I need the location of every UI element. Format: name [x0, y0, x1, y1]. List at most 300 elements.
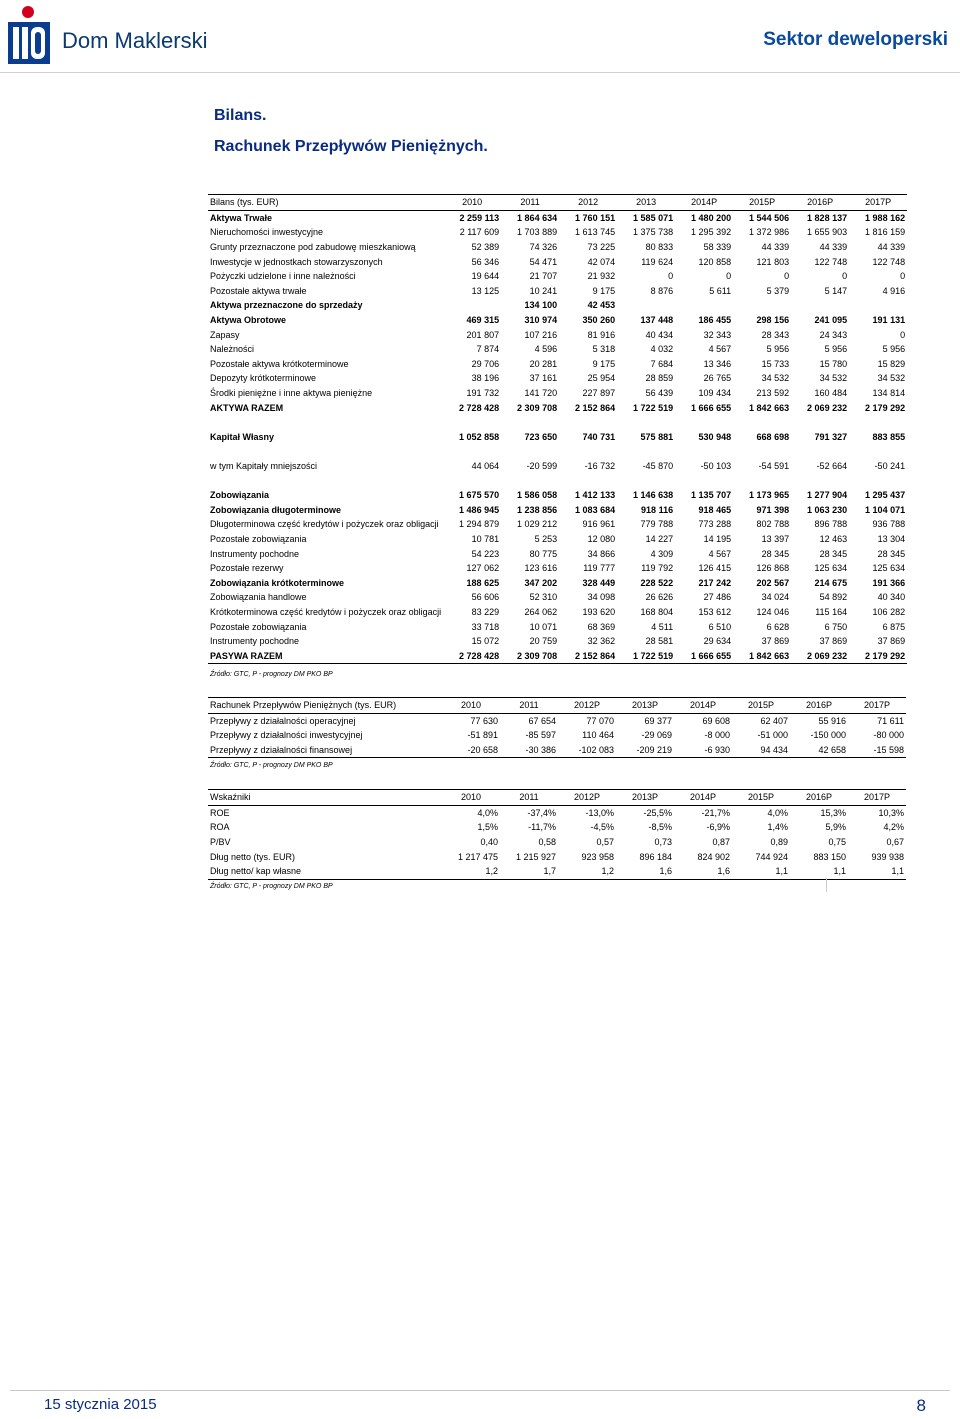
- cell-value: 62 407: [760, 715, 788, 726]
- cell-value: 1 722 519: [633, 402, 674, 413]
- cell-value: 24 343: [819, 329, 848, 340]
- cell-value: 26 626: [645, 592, 674, 603]
- cell-value: 1 655 903: [807, 227, 848, 238]
- cell-value: -50 103: [700, 460, 732, 471]
- cell-value: -29 069: [641, 730, 672, 741]
- table-row: [208, 284, 907, 299]
- row-label: ROA: [210, 822, 230, 833]
- row-label: Zobowiązania: [210, 490, 270, 501]
- cell-value: 191 366: [872, 577, 906, 588]
- header-year: 2010: [443, 195, 501, 211]
- cell-value: -51 000: [757, 730, 788, 741]
- cell-value: 1 277 904: [807, 490, 848, 501]
- cell-value: 1,1: [848, 864, 906, 879]
- cell-value: 28 859: [645, 373, 674, 384]
- cell-value: 81 916: [587, 329, 616, 340]
- cell-value: 15 780: [819, 358, 848, 369]
- cell-value: 5 956: [766, 344, 790, 355]
- cell-value: 1 052 858: [459, 431, 500, 442]
- cashflow-table: [208, 697, 906, 758]
- cell-value: 37 161: [529, 373, 558, 384]
- cell-value: 122 748: [872, 256, 906, 267]
- cell-value: 4 567: [708, 548, 732, 559]
- cell-value: 134 814: [872, 388, 906, 399]
- header-year: 2011: [500, 790, 558, 806]
- cell-value: 2 179 292: [849, 648, 907, 663]
- table-row: [208, 864, 906, 879]
- cell-value: 1 544 506: [749, 212, 790, 223]
- cell-value: 32 362: [587, 636, 616, 647]
- cell-value: 15 072: [471, 636, 500, 647]
- cell-value: 28 581: [645, 636, 674, 647]
- cell-value: 1 586 058: [517, 490, 558, 501]
- brand-name: Dom Maklerski: [62, 28, 208, 53]
- cell-value: 12 463: [819, 533, 848, 544]
- table-row: [208, 269, 907, 284]
- cell-value: -20 599: [526, 460, 558, 471]
- cell-value: 28 345: [877, 548, 906, 559]
- cell-value: -13,0%: [585, 807, 614, 818]
- cell-value: -150 000: [810, 730, 846, 741]
- cell-value: 2 728 428: [443, 648, 501, 663]
- header-year: 2014P: [674, 698, 732, 714]
- cell-value: 40 434: [645, 329, 674, 340]
- cell-value: 13 304: [877, 533, 906, 544]
- cell-value: -209 219: [616, 743, 674, 758]
- cell-value: 15,3%: [820, 807, 846, 818]
- cell-value: 0: [900, 271, 906, 282]
- row-label: Aktywa Trwałe: [210, 212, 273, 223]
- cell-value: 123 616: [524, 563, 558, 574]
- cell-value: 14 227: [645, 533, 674, 544]
- cell-value: 1,4%: [767, 822, 788, 833]
- cell-value: 1,5%: [477, 822, 498, 833]
- row-label: Zobowiązania krótkoterminowe: [210, 577, 345, 588]
- cell-value: 127 062: [466, 563, 500, 574]
- header-title: Bilans (tys. EUR): [208, 195, 443, 211]
- table-row: [208, 648, 907, 663]
- cell-value: 1 295 437: [865, 490, 906, 501]
- table-row: [208, 590, 907, 605]
- cell-value: -50 241: [874, 460, 906, 471]
- table-row: [208, 575, 907, 590]
- cell-value: 723 650: [524, 431, 558, 442]
- table-row: [208, 342, 907, 357]
- row-label: w tym Kapitały mniejszości: [210, 460, 318, 471]
- cell-value: [443, 298, 501, 313]
- cell-value: 160 484: [814, 388, 848, 399]
- cell-value: 37 869: [819, 636, 848, 647]
- cell-value: 56 439: [645, 388, 674, 399]
- cell-value: 121 803: [756, 256, 790, 267]
- cell-value: 241 095: [814, 315, 848, 326]
- cell-value: 0: [900, 329, 906, 340]
- table-row: [208, 327, 907, 342]
- cell-value: 74 326: [529, 242, 558, 253]
- header-year: 2011: [500, 698, 558, 714]
- cell-value: 54 471: [529, 256, 558, 267]
- row-label: Nieruchomości inwestycyjne: [210, 227, 324, 238]
- cell-value: 94 434: [732, 743, 790, 758]
- cell-value: 80 775: [529, 548, 558, 559]
- cell-value: 744 924: [755, 851, 788, 862]
- cell-value: 119 777: [583, 563, 616, 574]
- table-row: [208, 459, 907, 474]
- cell-value: -52 664: [816, 460, 848, 471]
- cell-value: 896 184: [639, 851, 672, 862]
- cell-value: 1,6: [674, 864, 732, 879]
- cell-value: 1 585 071: [633, 212, 674, 223]
- table-header-row: [208, 790, 906, 806]
- cell-value: 1 372 986: [749, 227, 790, 238]
- table-row: [208, 430, 907, 445]
- cell-value: 4 916: [882, 285, 906, 296]
- cell-value: 1 486 945: [459, 504, 500, 515]
- cell-value: 44 339: [877, 242, 906, 253]
- cell-value: 125 634: [814, 563, 848, 574]
- table-row: [208, 546, 907, 561]
- cell-value: 2 069 232: [807, 402, 848, 413]
- row-label: ROE: [210, 807, 230, 818]
- cell-value: 120 858: [698, 256, 732, 267]
- table-row: [208, 210, 907, 225]
- row-label: Przepływy z działalności inwestycyjnej: [210, 730, 363, 741]
- cell-value: 15 733: [761, 358, 790, 369]
- cell-value: 68 369: [587, 621, 616, 632]
- cell-value: 126 415: [698, 563, 732, 574]
- table-row: [208, 254, 907, 269]
- cell-value: 10 071: [529, 621, 558, 632]
- row-label: Pozostałe aktywa trwałe: [210, 285, 307, 296]
- cell-value: 44 064: [471, 460, 500, 471]
- header-year: 2016P: [790, 790, 848, 806]
- cell-value: 109 434: [698, 388, 732, 399]
- cell-value: 56 346: [471, 256, 500, 267]
- cell-value: 71 611: [877, 715, 904, 726]
- cell-value: 0,75: [828, 837, 846, 848]
- table-row: [208, 634, 907, 649]
- cell-value: 2 069 232: [791, 648, 849, 663]
- cell-value: 939 938: [871, 851, 904, 862]
- cell-value: -45 870: [642, 460, 674, 471]
- cell-value: 1 816 159: [865, 227, 906, 238]
- row-label: Długoterminowa część kredytów i pożyczek oraz obligacji: [210, 519, 439, 530]
- cell-value: 52 389: [471, 242, 500, 253]
- table-row: [208, 728, 906, 743]
- cell-value: 13 397: [761, 533, 790, 544]
- cell-value: 1 412 133: [575, 490, 616, 501]
- cell-value: 0,87: [712, 837, 730, 848]
- cell-value: 328 449: [582, 577, 616, 588]
- cell-value: 0: [726, 271, 732, 282]
- cell-value: 0,40: [480, 837, 498, 848]
- balance-source: Źródło: GTC, P - prognozy DM PKO BP: [210, 671, 333, 678]
- cell-value: 9 175: [592, 285, 616, 296]
- header-year: 2013P: [616, 790, 674, 806]
- cell-value: 1 294 879: [459, 519, 500, 530]
- cell-value: 1 666 655: [675, 648, 733, 663]
- cell-value: 298 156: [756, 315, 790, 326]
- cell-value: 0: [842, 271, 848, 282]
- cell-value: 214 675: [814, 577, 848, 588]
- cell-value: -15 598: [848, 743, 906, 758]
- cell-value: 0,89: [770, 837, 788, 848]
- cell-value: 28 345: [761, 548, 790, 559]
- table-row: [208, 386, 907, 401]
- cell-value: 1 083 684: [575, 504, 616, 515]
- cell-value: 4 511: [651, 621, 674, 632]
- table-row: [208, 298, 907, 313]
- cell-value: 896 788: [814, 519, 848, 530]
- cell-value: 58 339: [703, 242, 732, 253]
- cell-value: -21,7%: [701, 807, 730, 818]
- cell-value: 7 684: [650, 358, 674, 369]
- cell-value: [733, 298, 791, 313]
- table-row: [208, 820, 906, 835]
- cell-value: 2 309 708: [501, 648, 559, 663]
- cell-value: 1,1: [732, 864, 790, 879]
- row-label: Instrumenty pochodne: [210, 636, 300, 647]
- cell-value: 110 464: [582, 730, 614, 741]
- cell-value: 0: [784, 271, 790, 282]
- cell-value: 4 596: [534, 344, 558, 355]
- spacer-row: [208, 415, 907, 430]
- cell-value: 54 892: [819, 592, 848, 603]
- footer-divider: [10, 1390, 950, 1391]
- cell-value: 106 282: [872, 606, 906, 617]
- cell-value: 37 869: [761, 636, 790, 647]
- cell-value: 347 202: [524, 577, 558, 588]
- cell-value: 6 750: [824, 621, 848, 632]
- cell-value: 34 866: [587, 548, 616, 559]
- header-year: 2017P: [848, 698, 906, 714]
- cell-value: 5 956: [882, 344, 906, 355]
- cell-value: -11,7%: [528, 822, 556, 833]
- cell-value: [849, 298, 907, 313]
- cell-value: 202 567: [756, 577, 790, 588]
- header-year: 2015P: [732, 790, 790, 806]
- cell-value: 2 259 113: [459, 212, 500, 223]
- cell-value: 802 788: [756, 519, 790, 530]
- table-row: [208, 517, 907, 532]
- cell-value: 15 829: [877, 358, 906, 369]
- header-year: 2014P: [674, 790, 732, 806]
- cell-value: 217 242: [698, 577, 732, 588]
- cell-value: 42 658: [790, 743, 848, 758]
- cell-value: 34 024: [761, 592, 790, 603]
- spacer-row: [208, 473, 907, 488]
- header-year: 2012P: [558, 790, 616, 806]
- row-label: Zobowiązania handlowe: [210, 592, 307, 603]
- cell-value: 918 116: [641, 504, 674, 515]
- cell-value: 916 961: [582, 519, 616, 530]
- cell-value: 119 624: [641, 256, 674, 267]
- cell-value: 191 131: [872, 315, 906, 326]
- table-row: [208, 835, 906, 850]
- sector-title: Sektor deweloperski: [763, 29, 948, 50]
- cell-value: 0,67: [886, 837, 904, 848]
- row-label: Instrumenty pochodne: [210, 548, 300, 559]
- header-year: 2012P: [558, 698, 616, 714]
- cell-value: 971 398: [756, 504, 790, 515]
- table-row: [208, 240, 907, 255]
- cell-value: 4 567: [708, 344, 732, 355]
- cell-value: 5 147: [824, 285, 848, 296]
- cell-value: -102 083: [558, 743, 616, 758]
- cell-value: 350 260: [582, 315, 616, 326]
- row-label: Pożyczki udzielone i inne należności: [210, 271, 356, 282]
- header-year: 2013: [617, 195, 675, 211]
- cell-value: 28 343: [761, 329, 790, 340]
- row-label: PASYWA RAZEM: [208, 648, 443, 663]
- table-row: [208, 713, 906, 728]
- cell-value: 2 309 708: [517, 402, 558, 413]
- cell-value: 54 223: [471, 548, 500, 559]
- cell-value: 1,7: [500, 864, 558, 879]
- cell-value: -85 597: [525, 730, 556, 741]
- cell-value: 34 532: [819, 373, 848, 384]
- row-label: Należności: [210, 344, 255, 355]
- cell-value: 14 195: [703, 533, 732, 544]
- cell-value: -4,5%: [590, 822, 614, 833]
- cell-value: 936 788: [872, 519, 906, 530]
- table-row: [208, 488, 907, 503]
- cell-value: 575 881: [640, 431, 674, 442]
- cell-value: 34 532: [877, 373, 906, 384]
- cell-value: 1 104 071: [865, 504, 906, 515]
- cell-value: 5 956: [824, 344, 848, 355]
- cell-value: 1,2: [442, 864, 500, 879]
- header-year: 2012: [559, 195, 617, 211]
- cell-value: 1 842 663: [733, 648, 791, 663]
- cell-value: 28 345: [819, 548, 848, 559]
- cell-value: 40 340: [877, 592, 906, 603]
- row-label: Pozostałe zobowiązania: [210, 621, 307, 632]
- cell-value: 168 804: [640, 606, 674, 617]
- cell-value: 1 613 745: [575, 227, 616, 238]
- cell-value: 668 698: [756, 431, 790, 442]
- cell-value: 21 932: [587, 271, 616, 282]
- row-label: Krótkoterminowa część kredytów i pożyczek oraz obligacji: [210, 606, 442, 617]
- cell-value: -25,5%: [643, 807, 672, 818]
- cell-value: 69 377: [644, 715, 672, 726]
- header-year: 2010: [442, 698, 500, 714]
- footer-date: 15 stycznia 2015: [44, 1396, 157, 1413]
- cell-value: 6 510: [708, 621, 732, 632]
- cell-value: 227 897: [582, 388, 616, 399]
- cell-value: 1 988 162: [865, 212, 906, 223]
- table-header-row: [208, 195, 907, 211]
- table-row: [208, 225, 907, 240]
- cell-value: [617, 298, 675, 313]
- cell-value: 1 215 927: [515, 851, 556, 862]
- cell-value: 125 634: [872, 563, 906, 574]
- cell-value: 25 954: [587, 373, 616, 384]
- table-row: [208, 605, 907, 620]
- cell-value: -6 930: [674, 743, 732, 758]
- cell-value: 137 448: [640, 315, 674, 326]
- row-label: Zapasy: [210, 329, 240, 340]
- spacer-row: [208, 444, 907, 459]
- cell-value: 77 070: [586, 715, 614, 726]
- cell-value: -8,5%: [648, 822, 672, 833]
- section-title-cashflow: Rachunek Przepływów Pieniężnych.: [214, 138, 488, 155]
- cell-value: 107 216: [524, 329, 558, 340]
- cell-value: 38 196: [471, 373, 500, 384]
- cell-value: 5,9%: [825, 822, 846, 833]
- cell-value: 0,73: [654, 837, 672, 848]
- cell-value: 5 253: [534, 533, 558, 544]
- cell-value: 5 379: [766, 285, 790, 296]
- row-label: Kapitał Własny: [210, 431, 275, 442]
- cell-value: 1,1: [790, 864, 848, 879]
- cell-value: 0,57: [596, 837, 614, 848]
- table-row: [208, 849, 906, 864]
- balance-table: [208, 194, 907, 664]
- cell-value: 33 718: [471, 621, 500, 632]
- cell-value: 10 241: [529, 285, 558, 296]
- cell-value: 6 875: [882, 621, 906, 632]
- header-year: 2017P: [848, 790, 906, 806]
- cell-value: 193 620: [582, 606, 616, 617]
- cell-value: 918 465: [698, 504, 732, 515]
- cell-value: 4 309: [650, 548, 674, 559]
- header-year: 2015P: [732, 698, 790, 714]
- table-row: [208, 502, 907, 517]
- cell-value: 6 628: [766, 621, 790, 632]
- cell-value: 0: [668, 271, 674, 282]
- cell-value: 119 792: [641, 563, 674, 574]
- cell-value: 310 974: [524, 315, 558, 326]
- cell-value: 824 902: [697, 851, 730, 862]
- cell-value: 80 833: [645, 242, 674, 253]
- cell-value: 10 781: [471, 533, 500, 544]
- cell-value: 56 606: [471, 592, 500, 603]
- row-label: Pozostałe rezerwy: [210, 563, 284, 574]
- cell-value: 1 480 200: [691, 212, 732, 223]
- table-row: [208, 313, 907, 328]
- ratios-source: Źródło: GTC, P - prognozy DM PKO BP: [210, 883, 333, 890]
- table-row: [208, 805, 906, 820]
- cell-value: 52 310: [529, 592, 558, 603]
- cell-value: 83 229: [471, 606, 500, 617]
- cell-value: 26 765: [703, 373, 732, 384]
- cell-value: 1 295 392: [691, 227, 732, 238]
- cell-value: 1 063 230: [807, 504, 848, 515]
- cell-value: 1 173 965: [749, 490, 790, 501]
- section-title-balance: Bilans.: [214, 107, 267, 124]
- cell-value: 77 630: [470, 715, 498, 726]
- cell-value: 10,3%: [878, 807, 904, 818]
- cell-value: 44 339: [819, 242, 848, 253]
- page-header: [0, 0, 960, 80]
- row-label: Pozostałe zobowiązania: [210, 533, 307, 544]
- cell-value: 1 722 519: [617, 648, 675, 663]
- cell-value: 134 100: [524, 300, 558, 311]
- header-year: 2013P: [616, 698, 674, 714]
- header-year: 2016P: [790, 698, 848, 714]
- cell-value: 791 327: [814, 431, 848, 442]
- row-label: Środki pieniężne i inne aktywa pieniężne: [210, 388, 373, 399]
- cell-value: 29 706: [471, 358, 500, 369]
- cell-value: 1 828 137: [807, 212, 848, 223]
- cell-value: 213 592: [756, 388, 790, 399]
- cell-value: 153 612: [698, 606, 732, 617]
- cell-value: 9 175: [592, 358, 616, 369]
- cell-value: 1 238 856: [517, 504, 558, 515]
- cell-value: 1 135 707: [691, 490, 732, 501]
- cell-value: 13 346: [703, 358, 732, 369]
